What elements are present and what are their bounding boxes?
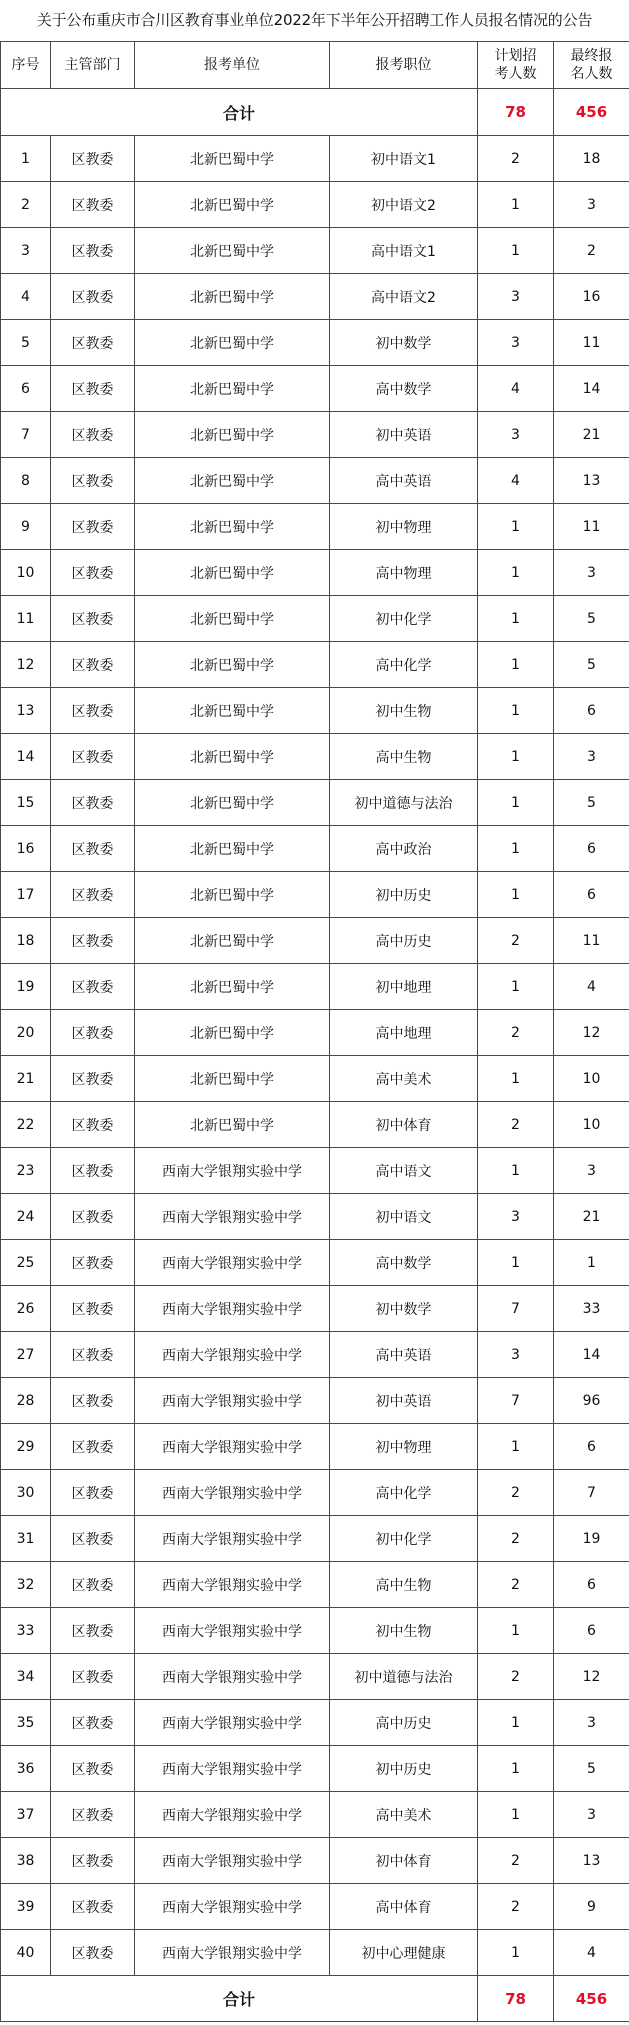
cell-unit: 西南大学银翔实验中学 xyxy=(135,1424,330,1470)
cell-dept: 区教委 xyxy=(51,1516,135,1562)
cell-no: 7 xyxy=(1,412,51,458)
total-label: 合计 xyxy=(1,89,478,136)
total-label-bottom: 合计 xyxy=(1,1976,478,2022)
table-row xyxy=(1,1240,629,1286)
cell-applicants: 3 xyxy=(554,1792,629,1838)
cell-dept: 区教委 xyxy=(51,1102,135,1148)
cell-unit: 西南大学银翔实验中学 xyxy=(135,1332,330,1378)
cell-no: 36 xyxy=(1,1746,51,1792)
cell-unit: 西南大学银翔实验中学 xyxy=(135,1286,330,1332)
cell-unit: 西南大学银翔实验中学 xyxy=(135,1838,330,1884)
cell-unit: 北新巴蜀中学 xyxy=(135,688,330,734)
cell-dept: 区教委 xyxy=(51,228,135,274)
table-row xyxy=(1,504,629,550)
cell-unit: 北新巴蜀中学 xyxy=(135,458,330,504)
cell-no: 18 xyxy=(1,918,51,964)
cell-unit: 西南大学银翔实验中学 xyxy=(135,1240,330,1286)
cell-applicants: 3 xyxy=(554,550,629,596)
cell-no: 9 xyxy=(1,504,51,550)
cell-position: 初中物理 xyxy=(330,1424,478,1470)
cell-applicants: 4 xyxy=(554,1930,629,1976)
cell-dept: 区教委 xyxy=(51,1056,135,1102)
cell-plan: 1 xyxy=(478,964,554,1010)
cell-dept: 区教委 xyxy=(51,688,135,734)
cell-position: 高中语文2 xyxy=(330,274,478,320)
cell-plan: 3 xyxy=(478,412,554,458)
cell-no: 33 xyxy=(1,1608,51,1654)
cell-unit: 北新巴蜀中学 xyxy=(135,596,330,642)
cell-no: 14 xyxy=(1,734,51,780)
cell-plan: 2 xyxy=(478,136,554,182)
cell-no: 17 xyxy=(1,872,51,918)
cell-position: 初中化学 xyxy=(330,596,478,642)
cell-applicants: 14 xyxy=(554,1332,629,1378)
cell-unit: 西南大学银翔实验中学 xyxy=(135,1654,330,1700)
cell-unit: 北新巴蜀中学 xyxy=(135,182,330,228)
cell-applicants: 6 xyxy=(554,826,629,872)
cell-no: 16 xyxy=(1,826,51,872)
cell-unit: 北新巴蜀中学 xyxy=(135,320,330,366)
cell-unit: 西南大学银翔实验中学 xyxy=(135,1746,330,1792)
cell-position: 高中美术 xyxy=(330,1056,478,1102)
cell-applicants: 3 xyxy=(554,1700,629,1746)
cell-dept: 区教委 xyxy=(51,1286,135,1332)
cell-plan: 1 xyxy=(478,826,554,872)
table-row xyxy=(1,780,629,826)
cell-applicants: 7 xyxy=(554,1470,629,1516)
cell-unit: 西南大学银翔实验中学 xyxy=(135,1700,330,1746)
cell-no: 22 xyxy=(1,1102,51,1148)
cell-dept: 区教委 xyxy=(51,1930,135,1976)
cell-applicants: 12 xyxy=(554,1010,629,1056)
cell-position: 高中物理 xyxy=(330,550,478,596)
cell-plan: 3 xyxy=(478,1194,554,1240)
cell-unit: 北新巴蜀中学 xyxy=(135,1010,330,1056)
table-row xyxy=(1,826,629,872)
cell-no: 34 xyxy=(1,1654,51,1700)
cell-unit: 西南大学银翔实验中学 xyxy=(135,1608,330,1654)
cell-plan: 1 xyxy=(478,1930,554,1976)
cell-plan: 3 xyxy=(478,274,554,320)
cell-dept: 区教委 xyxy=(51,412,135,458)
cell-applicants: 5 xyxy=(554,596,629,642)
cell-plan: 2 xyxy=(478,1470,554,1516)
table-row xyxy=(1,1424,629,1470)
cell-dept: 区教委 xyxy=(51,182,135,228)
cell-unit: 北新巴蜀中学 xyxy=(135,872,330,918)
cell-dept: 区教委 xyxy=(51,320,135,366)
cell-position: 初中语文2 xyxy=(330,182,478,228)
cell-plan: 1 xyxy=(478,1746,554,1792)
table-row xyxy=(1,1010,629,1056)
header-row xyxy=(1,42,629,89)
table-row xyxy=(1,1700,629,1746)
cell-unit: 北新巴蜀中学 xyxy=(135,734,330,780)
cell-dept: 区教委 xyxy=(51,872,135,918)
table-row xyxy=(1,182,629,228)
cell-no: 6 xyxy=(1,366,51,412)
table-row xyxy=(1,1194,629,1240)
cell-no: 39 xyxy=(1,1884,51,1930)
table-row xyxy=(1,1332,629,1378)
cell-applicants: 11 xyxy=(554,918,629,964)
cell-plan: 2 xyxy=(478,1516,554,1562)
cell-plan: 1 xyxy=(478,1240,554,1286)
cell-plan: 1 xyxy=(478,872,554,918)
cell-position: 初中化学 xyxy=(330,1516,478,1562)
cell-unit: 西南大学银翔实验中学 xyxy=(135,1516,330,1562)
cell-applicants: 13 xyxy=(554,458,629,504)
cell-dept: 区教委 xyxy=(51,1470,135,1516)
cell-no: 19 xyxy=(1,964,51,1010)
cell-dept: 区教委 xyxy=(51,780,135,826)
cell-no: 26 xyxy=(1,1286,51,1332)
cell-dept: 区教委 xyxy=(51,550,135,596)
cell-applicants: 10 xyxy=(554,1102,629,1148)
cell-no: 12 xyxy=(1,642,51,688)
table-row xyxy=(1,1148,629,1194)
cell-dept: 区教委 xyxy=(51,504,135,550)
cell-dept: 区教委 xyxy=(51,1332,135,1378)
cell-unit: 西南大学银翔实验中学 xyxy=(135,1378,330,1424)
cell-dept: 区教委 xyxy=(51,458,135,504)
cell-plan: 1 xyxy=(478,1700,554,1746)
cell-position: 初中英语 xyxy=(330,1378,478,1424)
cell-applicants: 9 xyxy=(554,1884,629,1930)
cell-unit: 西南大学银翔实验中学 xyxy=(135,1884,330,1930)
table-row xyxy=(1,274,629,320)
cell-unit: 北新巴蜀中学 xyxy=(135,826,330,872)
cell-applicants: 3 xyxy=(554,734,629,780)
cell-dept: 区教委 xyxy=(51,642,135,688)
cell-plan: 1 xyxy=(478,1608,554,1654)
cell-dept: 区教委 xyxy=(51,918,135,964)
page-title: 关于公布重庆市合川区教育事业单位2022年下半年公开招聘工作人员报名情况的公告 xyxy=(36,11,593,29)
table-row xyxy=(1,1056,629,1102)
table-row xyxy=(1,366,629,412)
header-position: 报考职位 xyxy=(330,42,478,89)
cell-unit: 北新巴蜀中学 xyxy=(135,274,330,320)
cell-applicants: 3 xyxy=(554,1148,629,1194)
cell-position: 初中地理 xyxy=(330,964,478,1010)
total-plan: 78 xyxy=(478,89,554,136)
cell-position: 初中数学 xyxy=(330,320,478,366)
cell-position: 高中政治 xyxy=(330,826,478,872)
registration-table xyxy=(0,41,629,2022)
cell-dept: 区教委 xyxy=(51,1378,135,1424)
cell-no: 35 xyxy=(1,1700,51,1746)
cell-applicants: 5 xyxy=(554,780,629,826)
cell-applicants: 16 xyxy=(554,274,629,320)
cell-plan: 1 xyxy=(478,1148,554,1194)
cell-unit: 北新巴蜀中学 xyxy=(135,412,330,458)
header-unit: 报考单位 xyxy=(135,42,330,89)
cell-dept: 区教委 xyxy=(51,1424,135,1470)
table-row xyxy=(1,596,629,642)
total-plan-bottom: 78 xyxy=(478,1976,554,2022)
table-row xyxy=(1,734,629,780)
cell-applicants: 18 xyxy=(554,136,629,182)
cell-no: 2 xyxy=(1,182,51,228)
table-row xyxy=(1,1930,629,1976)
cell-unit: 北新巴蜀中学 xyxy=(135,1102,330,1148)
table-row xyxy=(1,228,629,274)
table-row xyxy=(1,688,629,734)
cell-position: 高中历史 xyxy=(330,918,478,964)
cell-no: 40 xyxy=(1,1930,51,1976)
cell-position: 初中心理健康 xyxy=(330,1930,478,1976)
cell-unit: 西南大学银翔实验中学 xyxy=(135,1930,330,1976)
cell-applicants: 33 xyxy=(554,1286,629,1332)
cell-plan: 1 xyxy=(478,642,554,688)
table-row xyxy=(1,412,629,458)
cell-plan: 3 xyxy=(478,1332,554,1378)
cell-plan: 4 xyxy=(478,458,554,504)
cell-position: 高中数学 xyxy=(330,366,478,412)
cell-dept: 区教委 xyxy=(51,366,135,412)
cell-plan: 7 xyxy=(478,1286,554,1332)
cell-unit: 西南大学银翔实验中学 xyxy=(135,1792,330,1838)
cell-dept: 区教委 xyxy=(51,1608,135,1654)
cell-no: 3 xyxy=(1,228,51,274)
cell-plan: 2 xyxy=(478,1010,554,1056)
table-row xyxy=(1,458,629,504)
cell-position: 初中语文 xyxy=(330,1194,478,1240)
cell-unit: 北新巴蜀中学 xyxy=(135,366,330,412)
total-row-bottom xyxy=(1,1976,629,2022)
cell-applicants: 5 xyxy=(554,1746,629,1792)
cell-dept: 区教委 xyxy=(51,1746,135,1792)
cell-position: 高中化学 xyxy=(330,1470,478,1516)
total-row-top xyxy=(1,89,629,136)
cell-plan: 4 xyxy=(478,366,554,412)
table-row xyxy=(1,1838,629,1884)
cell-no: 24 xyxy=(1,1194,51,1240)
cell-dept: 区教委 xyxy=(51,1562,135,1608)
cell-applicants: 5 xyxy=(554,642,629,688)
cell-dept: 区教委 xyxy=(51,964,135,1010)
cell-position: 高中地理 xyxy=(330,1010,478,1056)
cell-dept: 区教委 xyxy=(51,1792,135,1838)
cell-plan: 1 xyxy=(478,1792,554,1838)
cell-no: 25 xyxy=(1,1240,51,1286)
table-row xyxy=(1,1608,629,1654)
cell-unit: 北新巴蜀中学 xyxy=(135,1056,330,1102)
cell-position: 初中语文1 xyxy=(330,136,478,182)
cell-applicants: 10 xyxy=(554,1056,629,1102)
cell-applicants: 4 xyxy=(554,964,629,1010)
cell-no: 31 xyxy=(1,1516,51,1562)
cell-position: 高中数学 xyxy=(330,1240,478,1286)
cell-no: 10 xyxy=(1,550,51,596)
cell-applicants: 6 xyxy=(554,1562,629,1608)
cell-position: 高中生物 xyxy=(330,734,478,780)
cell-position: 高中生物 xyxy=(330,1562,478,1608)
table-row xyxy=(1,550,629,596)
table-row xyxy=(1,964,629,1010)
cell-position: 初中英语 xyxy=(330,412,478,458)
cell-dept: 区教委 xyxy=(51,734,135,780)
cell-plan: 2 xyxy=(478,1562,554,1608)
table-row xyxy=(1,1884,629,1930)
cell-applicants: 6 xyxy=(554,1608,629,1654)
total-applicants: 456 xyxy=(554,89,629,136)
cell-unit: 西南大学银翔实验中学 xyxy=(135,1194,330,1240)
cell-no: 38 xyxy=(1,1838,51,1884)
cell-no: 21 xyxy=(1,1056,51,1102)
cell-no: 8 xyxy=(1,458,51,504)
cell-no: 23 xyxy=(1,1148,51,1194)
cell-position: 高中英语 xyxy=(330,1332,478,1378)
cell-dept: 区教委 xyxy=(51,1654,135,1700)
table-row xyxy=(1,1562,629,1608)
cell-dept: 区教委 xyxy=(51,1240,135,1286)
cell-plan: 1 xyxy=(478,780,554,826)
cell-unit: 北新巴蜀中学 xyxy=(135,550,330,596)
cell-unit: 北新巴蜀中学 xyxy=(135,642,330,688)
cell-dept: 区教委 xyxy=(51,1700,135,1746)
cell-dept: 区教委 xyxy=(51,596,135,642)
cell-applicants: 14 xyxy=(554,366,629,412)
cell-applicants: 19 xyxy=(554,1516,629,1562)
cell-no: 37 xyxy=(1,1792,51,1838)
table-row xyxy=(1,1378,629,1424)
cell-position: 初中物理 xyxy=(330,504,478,550)
cell-no: 28 xyxy=(1,1378,51,1424)
cell-applicants: 21 xyxy=(554,1194,629,1240)
cell-unit: 西南大学银翔实验中学 xyxy=(135,1148,330,1194)
table-row xyxy=(1,1746,629,1792)
cell-plan: 1 xyxy=(478,734,554,780)
cell-no: 27 xyxy=(1,1332,51,1378)
cell-applicants: 11 xyxy=(554,504,629,550)
cell-no: 29 xyxy=(1,1424,51,1470)
cell-applicants: 2 xyxy=(554,228,629,274)
cell-applicants: 6 xyxy=(554,872,629,918)
cell-position: 初中历史 xyxy=(330,872,478,918)
cell-dept: 区教委 xyxy=(51,1884,135,1930)
cell-plan: 1 xyxy=(478,550,554,596)
cell-plan: 1 xyxy=(478,504,554,550)
cell-plan: 1 xyxy=(478,688,554,734)
cell-position: 初中道德与法治 xyxy=(330,780,478,826)
cell-applicants: 96 xyxy=(554,1378,629,1424)
cell-unit: 西南大学银翔实验中学 xyxy=(135,1562,330,1608)
cell-no: 30 xyxy=(1,1470,51,1516)
table-row xyxy=(1,320,629,366)
cell-unit: 北新巴蜀中学 xyxy=(135,504,330,550)
cell-no: 4 xyxy=(1,274,51,320)
cell-position: 高中英语 xyxy=(330,458,478,504)
cell-no: 15 xyxy=(1,780,51,826)
cell-no: 20 xyxy=(1,1010,51,1056)
cell-unit: 北新巴蜀中学 xyxy=(135,228,330,274)
table-row xyxy=(1,642,629,688)
table-row xyxy=(1,1470,629,1516)
cell-plan: 1 xyxy=(478,596,554,642)
total-applicants-bottom: 456 xyxy=(554,1976,629,2022)
cell-position: 高中化学 xyxy=(330,642,478,688)
cell-position: 高中美术 xyxy=(330,1792,478,1838)
cell-position: 初中道德与法治 xyxy=(330,1654,478,1700)
cell-position: 初中生物 xyxy=(330,1608,478,1654)
cell-applicants: 6 xyxy=(554,1424,629,1470)
cell-plan: 1 xyxy=(478,1424,554,1470)
cell-position: 高中体育 xyxy=(330,1884,478,1930)
cell-dept: 区教委 xyxy=(51,136,135,182)
cell-dept: 区教委 xyxy=(51,826,135,872)
cell-plan: 2 xyxy=(478,1884,554,1930)
cell-dept: 区教委 xyxy=(51,1838,135,1884)
table-row xyxy=(1,1102,629,1148)
table-row xyxy=(1,1792,629,1838)
table-row xyxy=(1,872,629,918)
cell-position: 高中语文1 xyxy=(330,228,478,274)
cell-plan: 7 xyxy=(478,1378,554,1424)
cell-plan: 2 xyxy=(478,1654,554,1700)
cell-no: 1 xyxy=(1,136,51,182)
cell-dept: 区教委 xyxy=(51,1148,135,1194)
cell-unit: 北新巴蜀中学 xyxy=(135,964,330,1010)
cell-position: 初中历史 xyxy=(330,1746,478,1792)
cell-applicants: 6 xyxy=(554,688,629,734)
table-row xyxy=(1,1286,629,1332)
cell-no: 32 xyxy=(1,1562,51,1608)
cell-applicants: 12 xyxy=(554,1654,629,1700)
cell-applicants: 3 xyxy=(554,182,629,228)
cell-applicants: 1 xyxy=(554,1240,629,1286)
cell-applicants: 21 xyxy=(554,412,629,458)
cell-dept: 区教委 xyxy=(51,1010,135,1056)
cell-position: 初中数学 xyxy=(330,1286,478,1332)
cell-plan: 2 xyxy=(478,918,554,964)
cell-position: 高中历史 xyxy=(330,1700,478,1746)
cell-position: 高中语文 xyxy=(330,1148,478,1194)
cell-plan: 1 xyxy=(478,1056,554,1102)
cell-applicants: 13 xyxy=(554,1838,629,1884)
header-plan: 计划招考人数 xyxy=(478,42,554,89)
cell-dept: 区教委 xyxy=(51,1194,135,1240)
table-row xyxy=(1,918,629,964)
cell-plan: 2 xyxy=(478,1102,554,1148)
cell-unit: 北新巴蜀中学 xyxy=(135,918,330,964)
table-row xyxy=(1,1654,629,1700)
cell-plan: 2 xyxy=(478,1838,554,1884)
header-dept: 主管部门 xyxy=(51,42,135,89)
cell-position: 初中生物 xyxy=(330,688,478,734)
cell-no: 11 xyxy=(1,596,51,642)
cell-plan: 1 xyxy=(478,228,554,274)
cell-plan: 3 xyxy=(478,320,554,366)
cell-dept: 区教委 xyxy=(51,274,135,320)
table-row xyxy=(1,136,629,182)
cell-no: 5 xyxy=(1,320,51,366)
cell-plan: 1 xyxy=(478,182,554,228)
cell-unit: 北新巴蜀中学 xyxy=(135,136,330,182)
cell-unit: 北新巴蜀中学 xyxy=(135,780,330,826)
cell-position: 初中体育 xyxy=(330,1102,478,1148)
cell-position: 初中体育 xyxy=(330,1838,478,1884)
header-applicants: 最终报名人数 xyxy=(554,42,629,89)
cell-applicants: 11 xyxy=(554,320,629,366)
table-row xyxy=(1,1516,629,1562)
cell-unit: 西南大学银翔实验中学 xyxy=(135,1470,330,1516)
cell-no: 13 xyxy=(1,688,51,734)
header-no: 序号 xyxy=(1,42,51,89)
